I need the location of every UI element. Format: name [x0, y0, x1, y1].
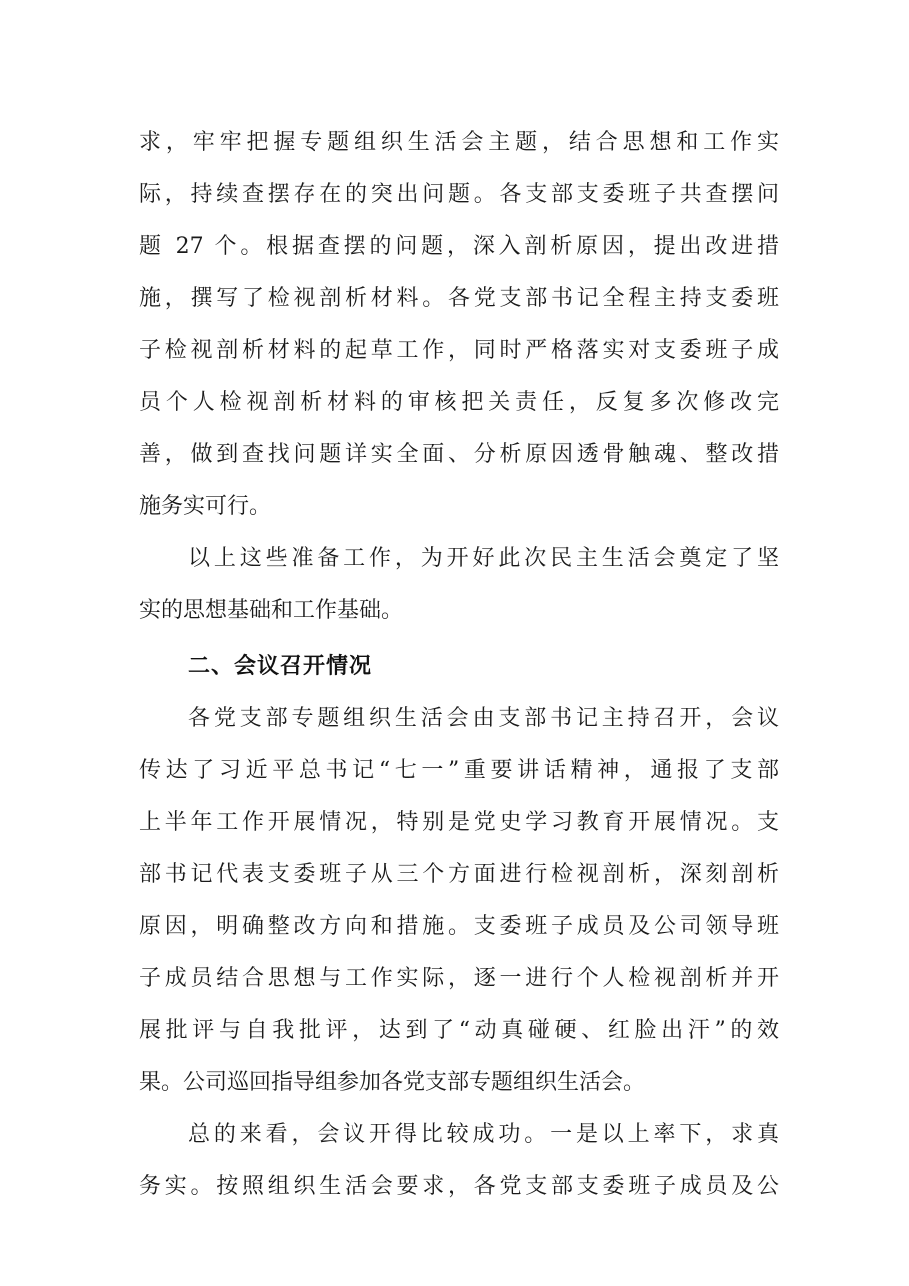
text-line: 善，做到查找问题详实全面、分析原因透骨触魂、整改措 [139, 442, 779, 467]
text-line: 施，撰写了检视剖析材料。各党支部书记全程主持支委班 [139, 286, 779, 311]
section-heading: 二、会议召开情况 [188, 654, 373, 679]
text-line: 原因，明确整改方向和措施。支委班子成员及公司领导班 [139, 914, 779, 939]
text-line: 际，持续查摆存在的突出问题。各支部支委班子共查摆问 [139, 182, 779, 207]
text-line: 员个人检视剖析材料的审核把关责任，反复多次修改完 [139, 390, 779, 415]
text-line: 子检视剖析材料的起草工作，同时严格落实对支委班子成 [139, 338, 779, 363]
text-line: 以上这些准备工作，为开好此次民主生活会奠定了坚 [188, 546, 779, 571]
text-line: 务实。按照组织生活会要求，各党支部支委班子成员及公 [139, 1174, 779, 1199]
text-line: 求，牢牢把握专题组织生活会主题，结合思想和工作实 [139, 130, 779, 155]
text-line: 上半年工作开展情况，特别是党史学习教育开展情况。支 [139, 810, 779, 835]
text-line: 子成员结合思想与工作实际，逐一进行个人检视剖析并开 [139, 966, 779, 991]
text-line: 传达了习近平总书记“七一”重要讲话精神，通报了支部 [139, 758, 779, 783]
text-line: 实的思想基础和工作基础。 [139, 598, 404, 623]
text-line: 展批评与自我批评，达到了“动真碰硬、红脸出汗”的效 [139, 1018, 779, 1043]
text-line: 施务实可行。 [139, 494, 272, 519]
text-line: 部书记代表支委班子从三个方面进行检视剖析，深刻剖析 [139, 862, 779, 887]
text-line: 果。公司巡回指导组参加各党支部专题组织生活会。 [139, 1070, 646, 1095]
text-line: 总的来看，会议开得比较成功。一是以上率下，求真 [188, 1122, 779, 1147]
text-line: 各党支部专题组织生活会由支部书记主持召开，会议 [188, 706, 779, 731]
text-line: 题 27 个。根据查摆的问题，深入剖析原因，提出改进措 [139, 234, 779, 259]
